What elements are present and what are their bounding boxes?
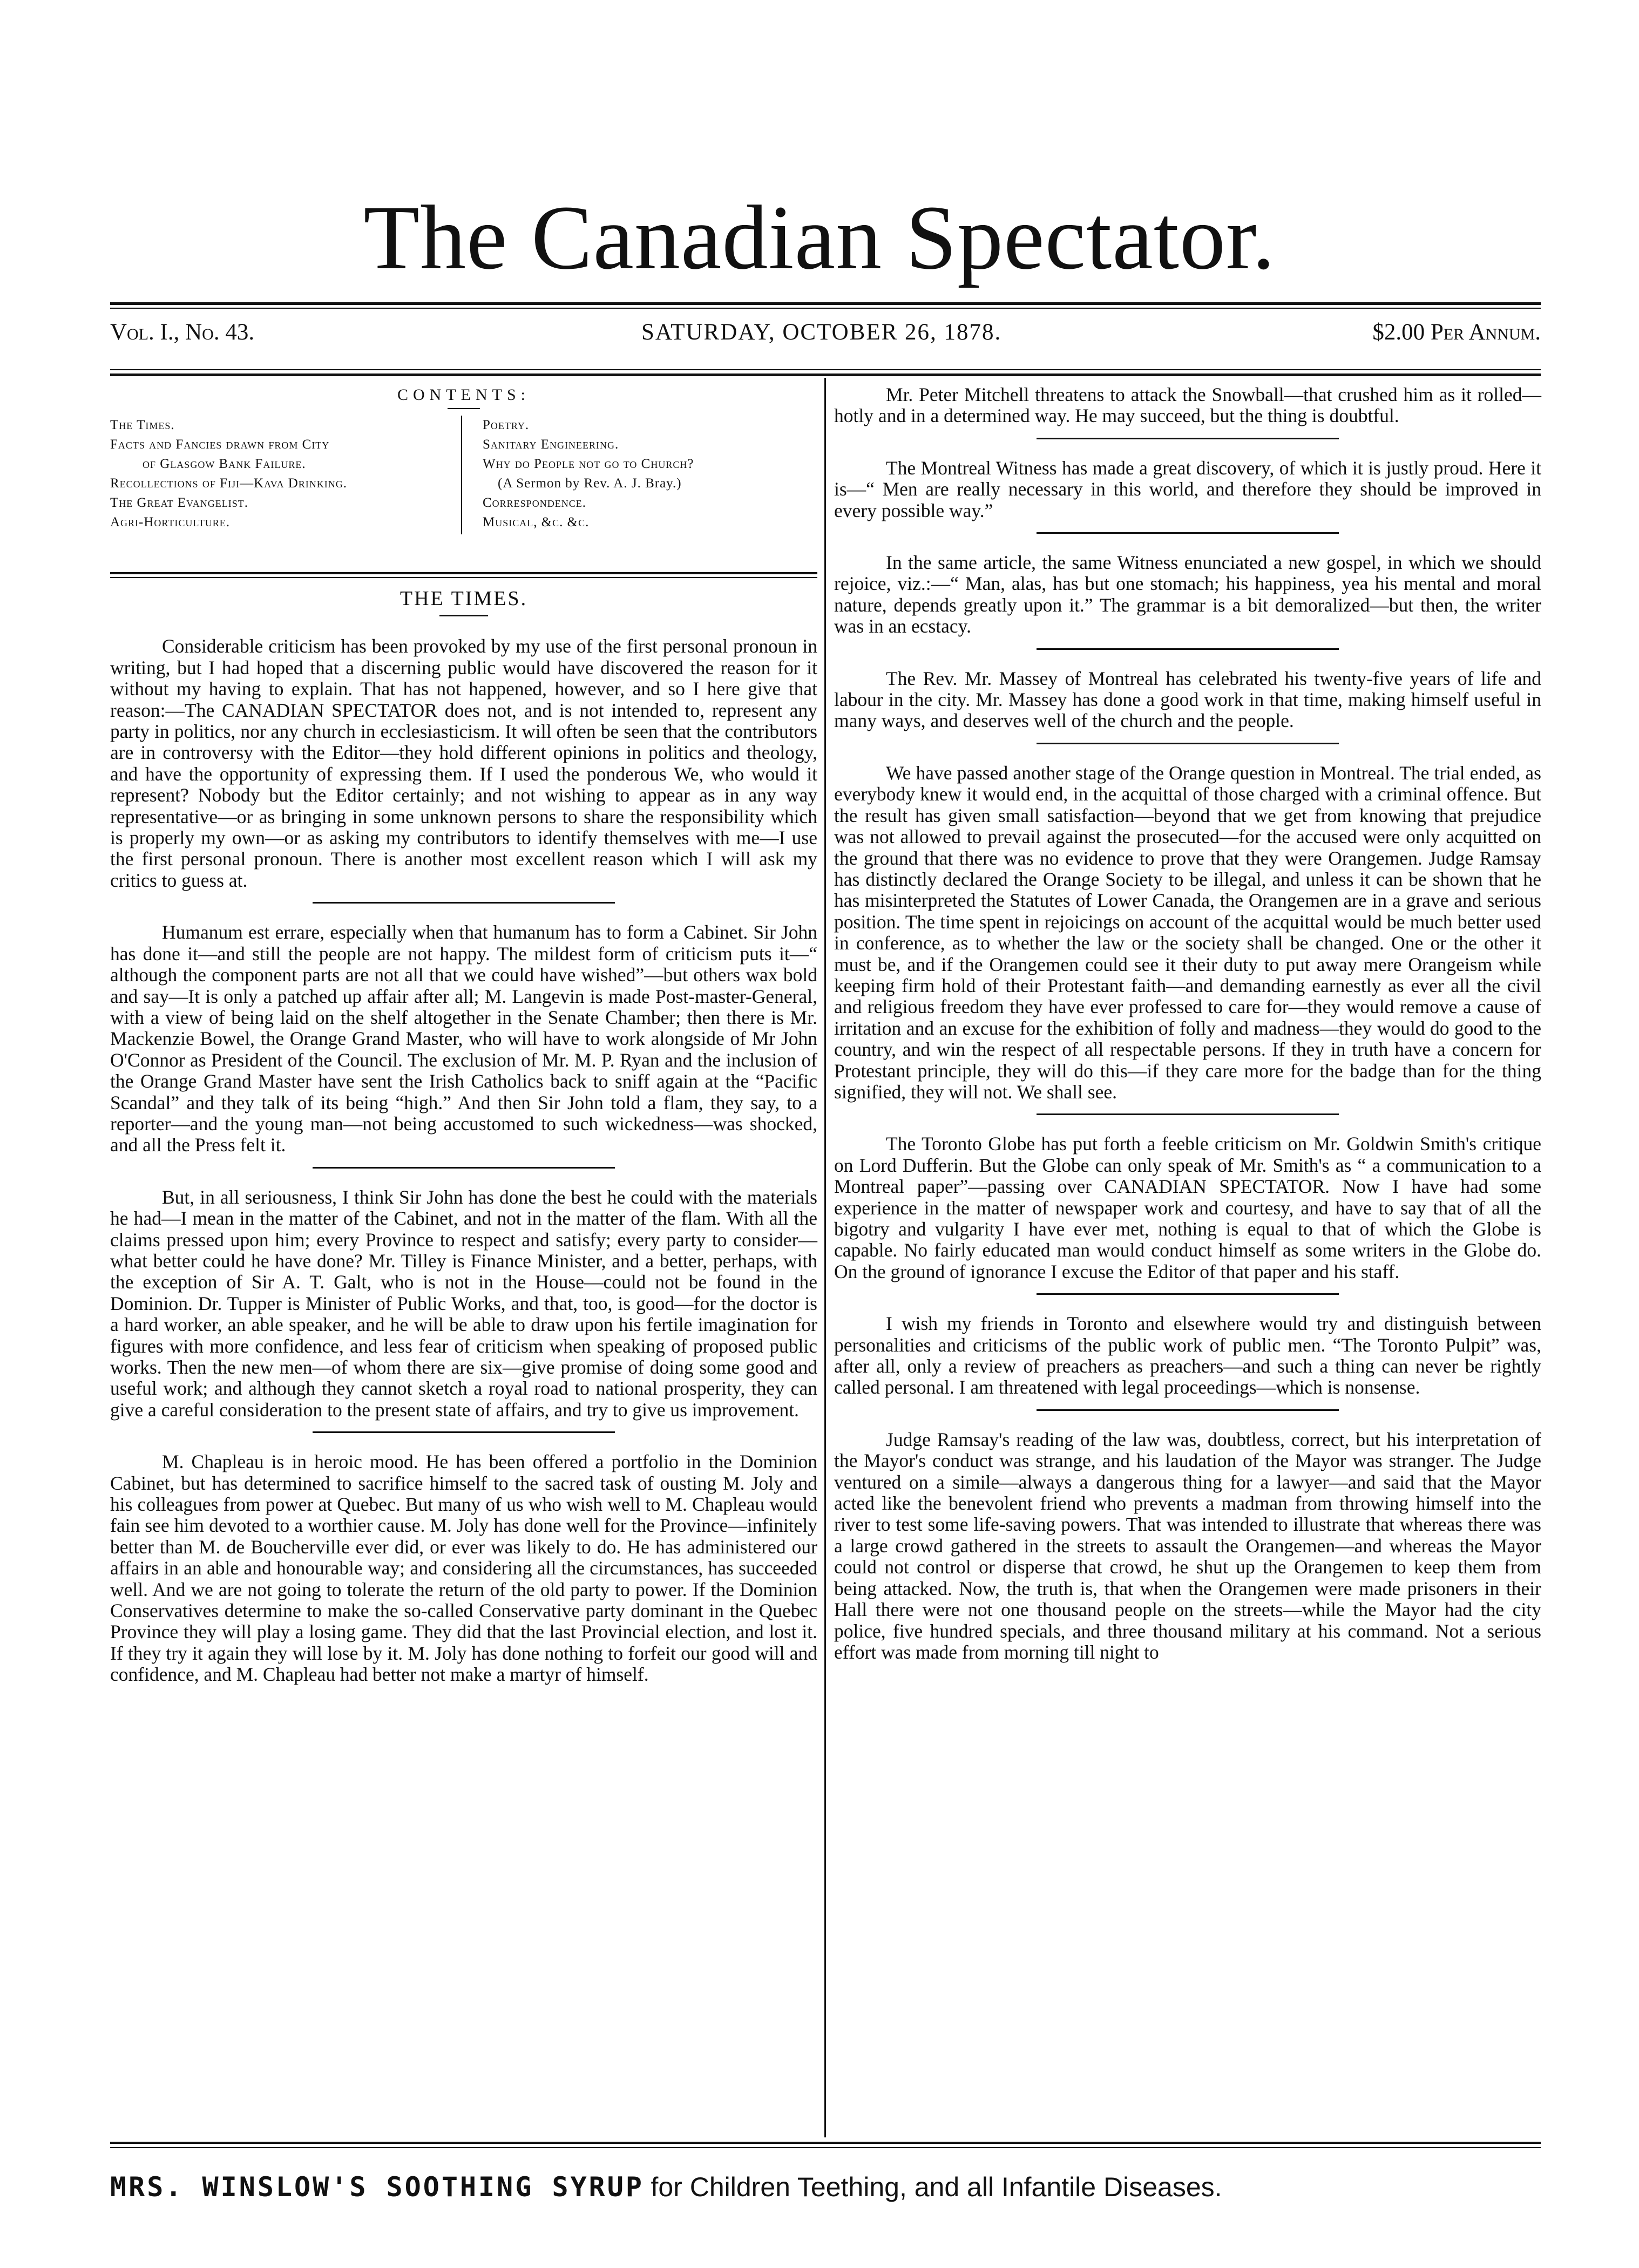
contents-item: Facts and Fancies drawn from City: [110, 437, 330, 452]
column-divider: [824, 378, 826, 2137]
contents-item: The Times.: [110, 418, 175, 432]
paragraph-separator: [1037, 1113, 1339, 1115]
article-paragraph: But, in all seriousness, I think Sir John has done the best he could with the materials he had—I mean in the matter of the Cabinet, and not in the matter of the flam. With all the claims pressed upon him; every Province to respect and satisfy; every party to consider—what better could he have done? Mr. Tilley is Finance Minister, and a better, perhaps, with the exception of Sir A. T. Galt, who is not in the House—could not be found in the Dominion. Dr. Tupper is Minister of Public Works, and that, too, is good—for the doctor is a hard worker, an able speaker, and he will be able to draw upon his fertile imagination for figures with more confidence, and less fear of criticism when speaking of proposed public works. Then the new men—of whom there are six—give promise of doing some good and useful work; and although they cannot sketch a royal road to national prosperity, they can give a careful consideration to the present state of affairs, and try to give us improvement.: [110, 1186, 817, 1421]
footer-rule-thin: [110, 2147, 1541, 2148]
section-heading: THE TIMES.: [399, 587, 528, 610]
contents-item: Why do People not go to Church?: [483, 457, 694, 471]
article-paragraph: We have passed another stage of the Orange question in Montreal. The trial ended, as everybody knew it would end, in the acquittal of those charged with a criminal offence. But the result has given small satisfaction—beyond that we get from knowing that prejudice was not allowed to prevail against the prosecuted—for the accused were only acquitted on the ground that there was no evidence to prove that they were Orangemen. Judge Ramsay has distinctly declared the Orange Society to be illegal, and unless it can be shown that he has misinterpreted the Statutes of Lower Canada, the Orangemen are in a grave and serious position. The time spent in rejoicings on account of the acquittal would be much better used in conference, as to whether the law or the society shall be changed. One or the other it must be, and if the Orangemen could see it their duty to put away mere Orangeism while keeping firm hold of their Protestant faith—and demanding earnestly as ever all the civil and religious freedom they have ever professed to care for—they would remove a cause of irritation and an excuse for the exhibition of folly and madness—they would do good to the country, and win the respect of all respectable persons. If they in truth have a concern for Protestant principle, they will do this—if they care more for the badge than for the thing signified, they will not. We shall see.: [834, 762, 1541, 1103]
masthead-rule-thin: [110, 308, 1541, 309]
article-paragraph: In the same article, the same Witness enunciated a new gospel, in which we should rejoice, viz.:—“ Man, alas, has but one stomach; his happiness, yea his mental and moral nature, depends greatly upon it.” The grammar is a bit demoralized—but then, the writer was in an ecstacy.: [834, 552, 1541, 637]
contents-item: Sanitary Engineering.: [483, 437, 619, 452]
paragraph-separator: [1037, 743, 1339, 744]
contents-item: The Great Evangelist.: [110, 495, 249, 510]
paragraph-separator: [1037, 648, 1339, 650]
dateline-rule-thick: [110, 374, 1541, 376]
footer-rule-thick: [110, 2142, 1541, 2144]
masthead-rule-thick: [110, 302, 1541, 305]
contents-left-list: [110, 416, 450, 532]
contents-divider: [461, 416, 462, 534]
contents-rule-thick: [110, 572, 817, 574]
article-paragraph: M. Chapleau is in heroic mood. He has been offered a portfolio in the Dominion Cabinet, but has determined to sacrifice himself to the sacred task of ousting M. Joly and his colleagues from power at Quebec. But many of us who wish well to M. Chapleau would fain see him devoted to a worthier cause. M. Joly has done well for the Province—infinitely better than M. de Boucherville ever did, or ever was likely to do. He has administered our affairs in an able and honourable way; and considering all the circumstances, has succeeded well. And we are not going to tolerate the return of the old party to power. If the Dominion Conservatives determine to make the so-called Conservative party dominant in the Quebec Province they will play a losing game. They did that the last Provincial election, and lost it. If they try it again they will lose by it. M. Joly has done nothing to forfeit our good will and confidence, and M. Chapleau had better not make a martyr of himself.: [110, 1451, 817, 1686]
contents-title: CONTENTS:: [397, 386, 530, 404]
contents-box: [110, 384, 817, 529]
dateline-rule-thin: [110, 369, 1541, 370]
article-paragraph: Considerable criticism has been provoked by my use of the first personal pronoun in writing, but I had hoped that a discerning public would have discovered the reason for it without my having to explain. That has not happened, however, and so I here give that reason:—The CANADIAN SPECTATOR does not, and is not intended to, represent any party in politics, nor any church in ecclesiasticism. It will often be seen that the contributors are in controversy with the Editor—they hold different opinions in politics and theology, and have the opportunity of expressing them. If I used the ponderous We, who would it represent? Nobody but the Editor certainly; and not wishing to appear as in any way representative—or as bringing in some unknown persons to share the responsibility which is properly my own—or as asking my contributors to identify themselves with me—I use the first personal pronoun. There is another most excellent reason which I will ask my critics to guess at.: [110, 635, 817, 891]
footer-advertisement: [110, 2171, 1541, 2203]
article-paragraph: Judge Ramsay's reading of the law was, doubtless, correct, but his interpretation of the Mayor's conduct was strange, and his laudation of the Mayor was stranger. The Judge ventured on a simile—always a dangerous thing for a lawyer—and said that the Mayor acted like the benevolent friend who prevents a madman from throwing himself into the river to test some life-saving powers. That was intended to illustrate that whereas there was a large crowd gathered in the streets to assault the Orangemen—and whereas the Mayor could not control or disperse that crowd, he shut up the Orangemen to keep them from being attacked. Now, the truth is, that when the Orangemen were made prisoners in their Hall there were not one thousand people on the streets—while the Mayor had the city police, five hundred specials, and three thousand military at his command. Not a serious effort was made from morning till night to: [834, 1428, 1541, 1663]
ad-tagline: for Children Teething, and all Infantile Diseases.: [651, 2172, 1222, 2202]
right-column: [834, 384, 1541, 1663]
article-paragraph: The Montreal Witness has made a great discovery, of which it is justly proud. Here it is—“ Men are really necessary in this world, and therefore they should be improved in every possible way.”: [834, 457, 1541, 521]
article-paragraph: The Rev. Mr. Massey of Montreal has celebrated his twenty-five years of life and labour in the city. Mr. Massey has done a good work in that time, making himself useful in many ways, and deserves well of the church and the people.: [834, 667, 1541, 732]
article-paragraph: I wish my friends in Toronto and elsewhere would try and distinguish between personalities and criticisms of the public work of public men. “The Toronto Pulpit” was, after all, only a review of preachers as preachers—and such a thing can never be rightly called personal. I am threatened with legal proceedings—which is nonsense.: [834, 1313, 1541, 1398]
contents-item: Agri-Horticulture.: [110, 515, 230, 529]
heading-rule: [439, 615, 488, 616]
paragraph-separator: [1037, 438, 1339, 439]
contents-item: of Glasgow Bank Failure.: [143, 457, 306, 471]
article-paragraph: Humanum est errare, especially when that humanum has to form a Cabinet. Sir John has done it—and still the people are not happy. The mildest form of criticism puts it—“ although the component parts are not all that we could have wished”—but others wax bold and say—It is only a patched up affair after all; M. Langevin is made Post-master-General, with a view of being laid on the shelf altogether in the Senate Chamber; then there is Mr. Mackenzie Bowel, the Orange Grand Master, who will have to work alongside of Mr John O'Connor as President of the Council. The exclusion of Mr. M. P. Ryan and the inclusion of the Orange Grand Master have sent the Irish Catholics back to sniff again at the “Pacific Scandal” and they talk of its being “high.” And then Sir John told a flam, they say, to a reporter—and the young man—not being accustomed to such wickedness—was shocked, and all the Press felt it.: [110, 921, 817, 1156]
contents-item: Correspondence.: [483, 495, 586, 510]
paragraph-separator: [313, 1167, 615, 1169]
paragraph-separator: [1037, 532, 1339, 534]
contents-item: Musical, &c. &c.: [483, 515, 590, 529]
article-paragraph: Mr. Peter Mitchell threatens to attack the Snowball—that crushed him as it rolled—hotly and in a determined way. He may succeed, but the thing is doubtful.: [834, 384, 1541, 427]
contents-title-rule: [448, 408, 480, 409]
paragraph-separator: [313, 902, 615, 904]
article-paragraph: The Toronto Globe has put forth a feeble criticism on Mr. Goldwin Smith's critique on Lord Dufferin. But the Globe can only speak of Mr. Smith's as “ a communication to a Montreal paper”—passing over CANADIAN SPECTATOR. Now I have had some experience in the matter of newspaper work and courtesy, and have to say that of all the bigotry and vulgarity I have ever met, nothing is equal to that of which the Globe is capable. No fairly educated man would conduct himself as some writers in the Globe do. On the ground of ignorance I excuse the Editor of that paper and his staff.: [834, 1133, 1541, 1282]
left-column: [110, 588, 817, 1686]
paragraph-separator: [313, 1431, 615, 1433]
contents-item: Recollections of Fiji—Kava Drinking.: [110, 476, 348, 491]
contents-item: (A Sermon by Rev. A. J. Bray.): [498, 476, 682, 491]
masthead-title: The Canadian Spectator.: [363, 187, 1276, 288]
contents-right-list: [483, 416, 817, 532]
volume-number: Vol. I., No. 43.: [110, 320, 255, 345]
contents-rule-thin: [110, 577, 817, 578]
paragraph-separator: [1037, 1409, 1339, 1411]
ad-brand: MRS. WINSLOW'S SOOTHING SYRUP: [110, 2171, 644, 2203]
paragraph-separator: [1037, 1293, 1339, 1295]
subscription-price: $2.00 Per Annum.: [1372, 320, 1541, 345]
issue-date: SATURDAY, OCTOBER 26, 1878.: [641, 320, 1002, 345]
contents-item: Poetry.: [483, 418, 530, 432]
